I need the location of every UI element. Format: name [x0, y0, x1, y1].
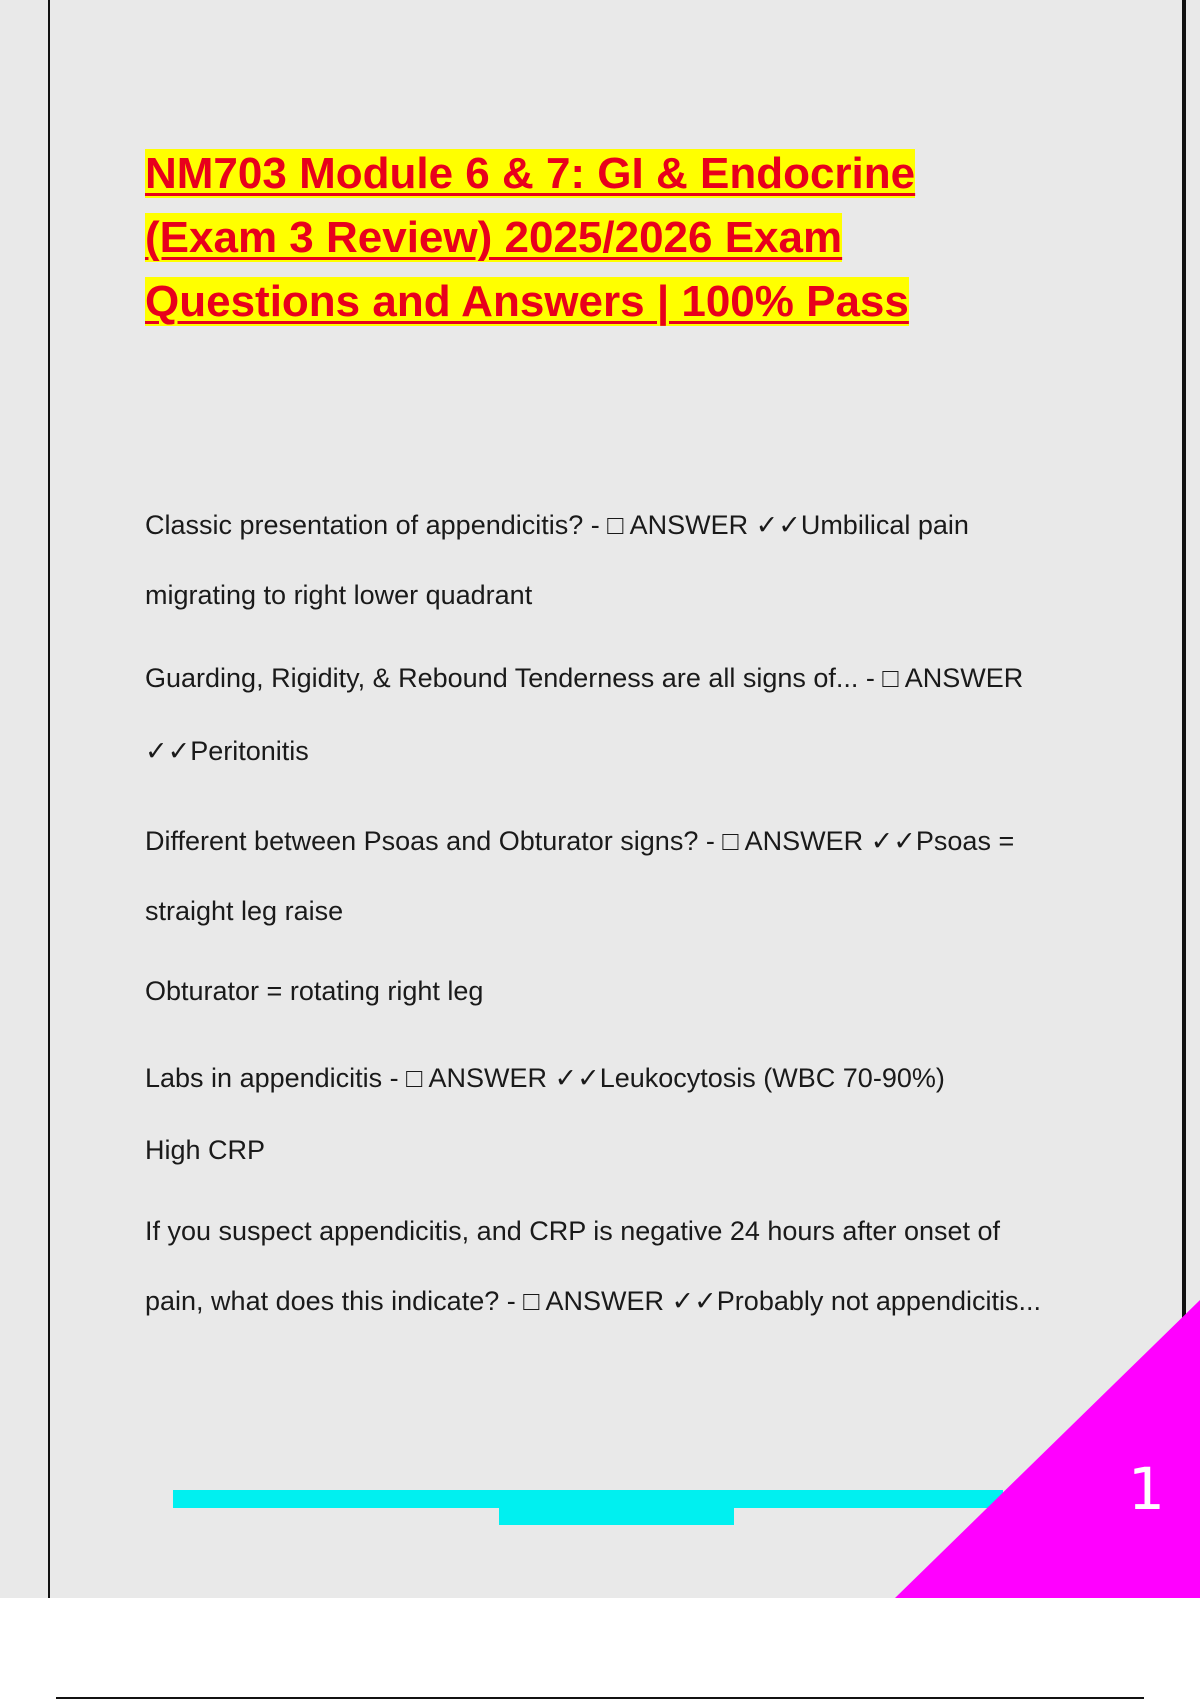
page-left-border [48, 0, 50, 1598]
qa-line-5: Different between Psoas and Obturator signs? - □ ANSWER ✓✓Psoas = [145, 826, 1015, 856]
document-title [145, 142, 1045, 334]
footer-highlight-bar-2 [499, 1508, 734, 1525]
qa-line-10: If you suspect appendicitis, and CRP is negative 24 hours after onset of [145, 1216, 1001, 1246]
qa-line-3: Guarding, Rigidity, & Rebound Tenderness are all signs of... - □ ANSWER [145, 663, 1024, 693]
title-line-1: NM703 Module 6 & 7: GI & Endocrine [145, 149, 916, 198]
bottom-rule [56, 1697, 1144, 1699]
qa-line-8: Labs in appendicitis - □ ANSWER ✓✓Leukocytosis (WBC 70-90%) [145, 1063, 945, 1093]
title-line-3: Questions and Answers | 100% Pass [145, 277, 909, 326]
qa-line-2: migrating to right lower quadrant [145, 580, 533, 610]
page-corner-triangle [895, 1300, 1200, 1598]
qa-line-4: ✓✓Peritonitis [145, 736, 309, 766]
qa-line-7: Obturator = rotating right leg [145, 976, 484, 1006]
qa-line-1: Classic presentation of appendicitis? - □ ANSWER ✓✓Umbilical pain [145, 510, 969, 540]
qa-line-11: pain, what does this indicate? - □ ANSWER ✓✓Probably not appendicitis... [145, 1286, 1041, 1316]
qa-line-9: High CRP [145, 1135, 266, 1165]
page-number: 1 [1128, 1455, 1165, 1523]
qa-line-6: straight leg raise [145, 896, 344, 926]
footer-highlight-bar [173, 1490, 1003, 1508]
title-line-2: (Exam 3 Review) 2025/2026 Exam [145, 213, 843, 262]
